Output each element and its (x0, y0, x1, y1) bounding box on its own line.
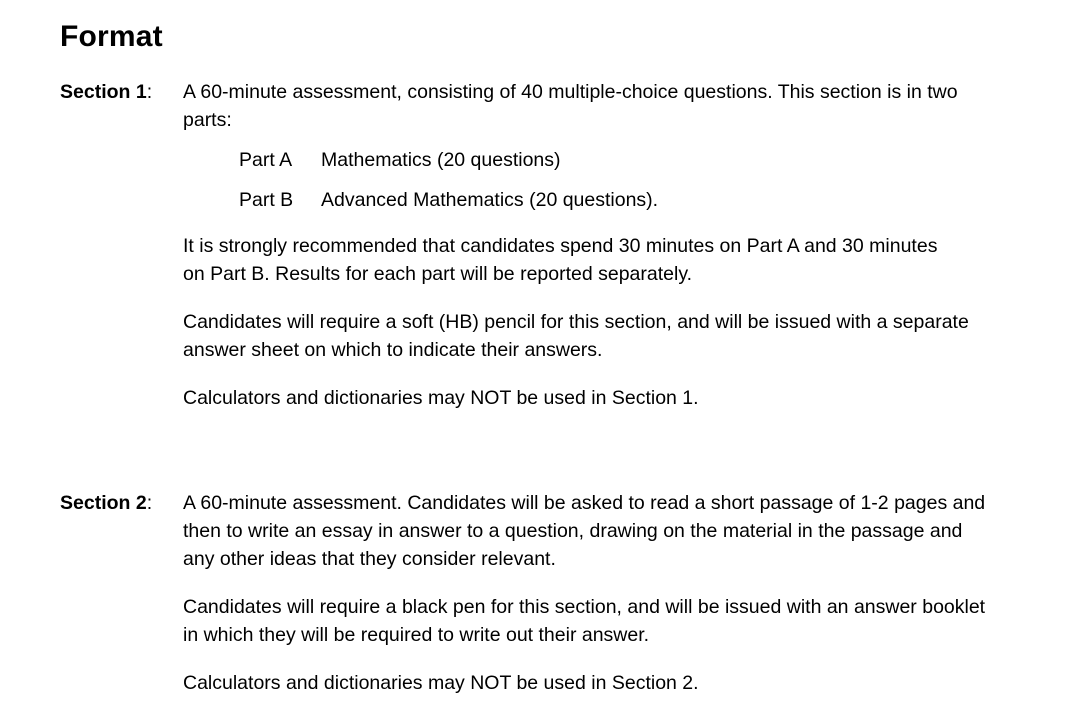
part-a-description: Mathematics (20 questions) (321, 149, 561, 171)
section-2-label (60, 489, 152, 517)
section-1-calculators-paragraph: Calculators and dictionaries may NOT be used in Section 1. (183, 387, 699, 409)
part-row-b (239, 186, 1013, 214)
part-b-name: Part B (239, 189, 294, 211)
section-2-label-text: Section 2 (60, 492, 147, 514)
section-1-body (183, 78, 1013, 432)
part-row-a (239, 146, 1013, 174)
part-a-name: Part A (239, 149, 293, 171)
section-1-timing-paragraph: It is strongly recommended that candidates spend 30 minutes on Part A and 30 minutes on Part B. Results for each part will be reported separately. (183, 235, 938, 285)
section-1-label (60, 78, 152, 106)
section-2-intro: A 60-minute assessment. Candidates will be asked to read a short passage of 1-2 pages and then to write an essay in answer to a question, drawing on the material in the passage and any other ideas that they consider relevant. (183, 492, 986, 570)
section-1-parts-list (239, 146, 1013, 214)
section-1-label-text: Section 1 (60, 81, 147, 103)
page-title: Format (60, 20, 163, 53)
part-b-description: Advanced Mathematics (20 questions). (321, 189, 659, 211)
section-1-label-colon: : (146, 81, 153, 103)
section-2-label-colon: : (146, 492, 153, 514)
section-1-materials-paragraph: Candidates will require a soft (HB) pencil for this section, and will be issued with a separate answer sheet on which to indicate their answers. (183, 311, 969, 361)
section-1-intro: A 60-minute assessment, consisting of 40 multiple-choice questions. This section is in two parts: (183, 81, 958, 131)
section-2-body (183, 489, 1013, 717)
section-2-materials-paragraph: Candidates will require a black pen for this section, and will be issued with an answer booklet in which they will be required to write out their answer. (183, 596, 986, 646)
section-2-calculators-paragraph: Calculators and dictionaries may NOT be used in Section 2. (183, 672, 699, 694)
